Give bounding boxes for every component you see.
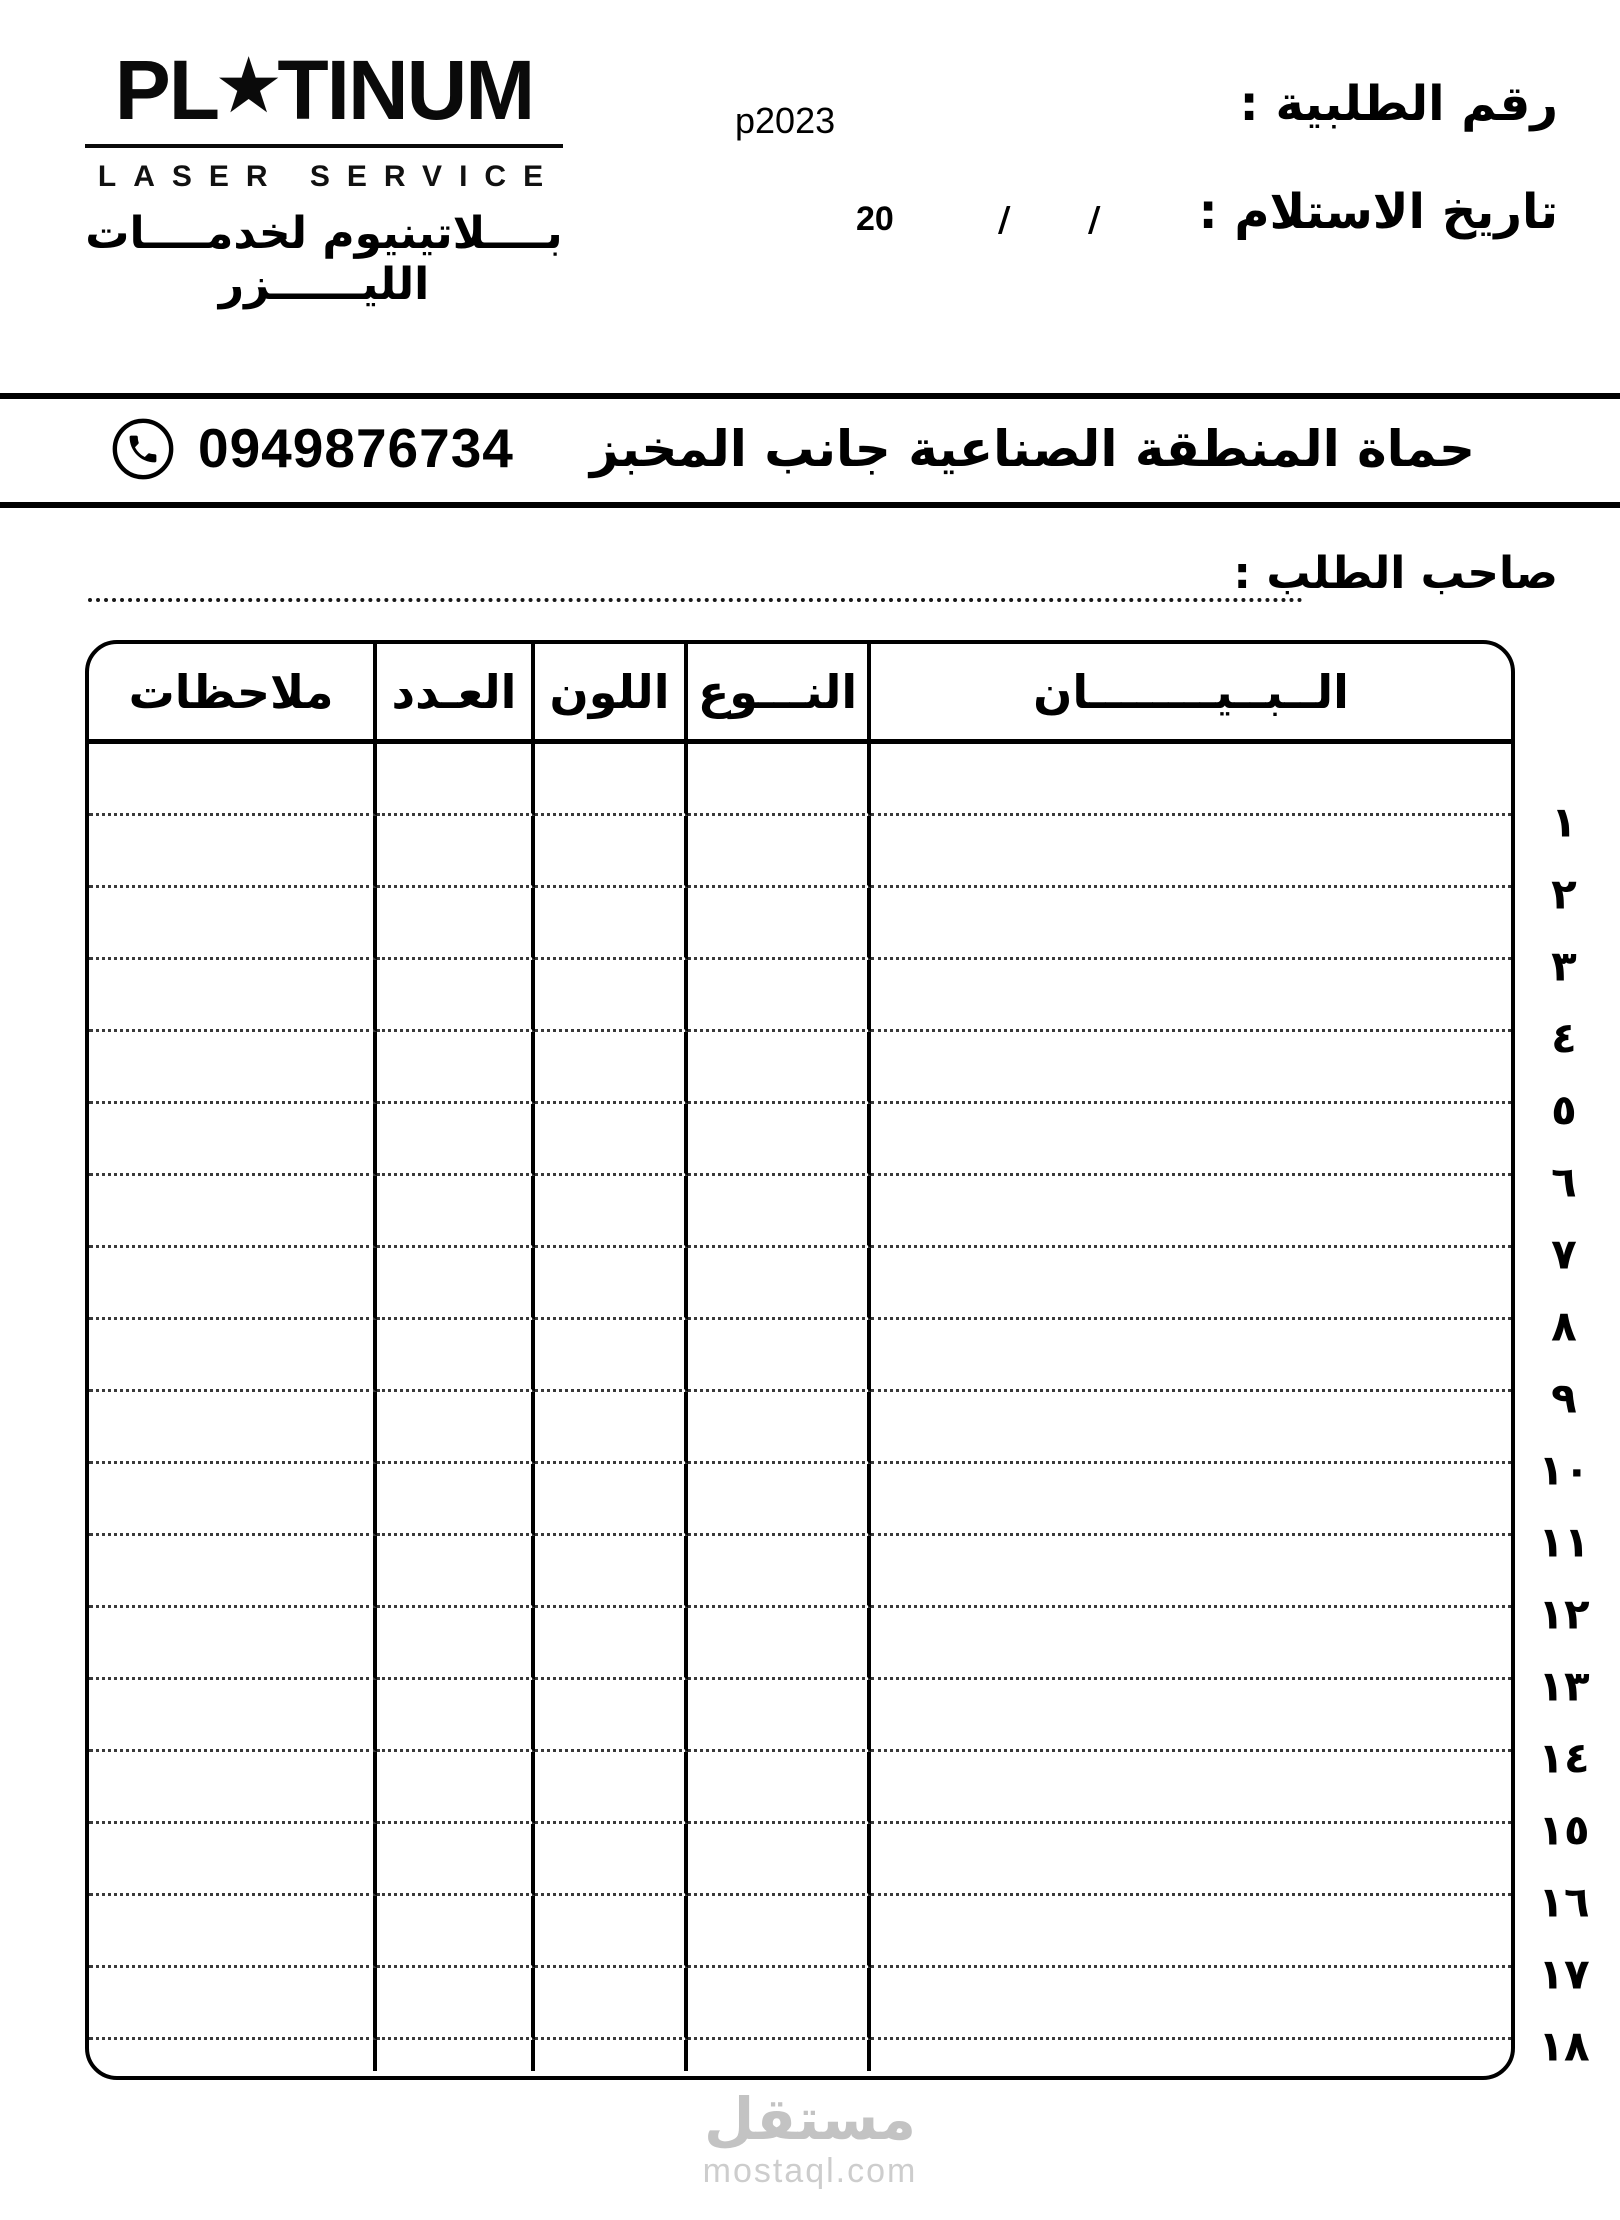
order-row-cell: [871, 1824, 1511, 1896]
brand-arabic-name: بــــلاتينيوم لخدمــــات الليــــــزر: [85, 208, 563, 310]
order-row-cell: [535, 1176, 688, 1248]
date-year-prefix: 20: [856, 200, 894, 238]
order-row-cell: [377, 888, 535, 960]
order-row-cell: [535, 1104, 688, 1176]
order-row-cell: [535, 1968, 688, 2040]
order-row-cell: [688, 1608, 871, 1680]
order-row-cell: [377, 960, 535, 1032]
order-row-cell: [535, 1536, 688, 1608]
order-row-cell: [89, 1032, 377, 1104]
order-row-cell: [871, 1104, 1511, 1176]
order-row-cell: [688, 1968, 871, 2040]
order-row-cell: [688, 1896, 871, 1968]
order-row-cell: [688, 1536, 871, 1608]
order-row-cell: [871, 1608, 1511, 1680]
order-row-cell: [89, 816, 377, 888]
order-row-cell: [377, 1968, 535, 2040]
order-row-cell: [89, 1968, 377, 2040]
row-number-label: ١٢: [1538, 1589, 1590, 1639]
order-row-cell: [89, 1104, 377, 1176]
order-row-cell: [89, 1320, 377, 1392]
table-tail-space: [688, 2040, 871, 2071]
date-separator-1: /: [1088, 200, 1101, 240]
order-row-cell: [377, 1536, 535, 1608]
row-number-label: ١٧: [1538, 1949, 1590, 1999]
order-row-cell: [688, 744, 871, 816]
order-row-cell: [377, 744, 535, 816]
order-row-cell: [89, 1608, 377, 1680]
band-top-divider: [0, 393, 1620, 399]
row-number-label: ٩: [1551, 1373, 1577, 1423]
order-row-cell: [871, 1464, 1511, 1536]
brand-wordmark-post: TINUM: [277, 43, 534, 137]
row-number-label: ٤: [1551, 1013, 1577, 1063]
row-number-label: ٨: [1551, 1301, 1577, 1351]
phone-number: 0949876734: [198, 417, 514, 479]
row-number-label: ١٦: [1538, 1877, 1590, 1927]
order-table-body: [89, 744, 1511, 2071]
order-row-cell: [688, 1752, 871, 1824]
row-number-label: ١٣: [1538, 1661, 1590, 1711]
order-row-cell: [89, 1896, 377, 1968]
row-number-label: ٥: [1551, 1085, 1577, 1135]
col-header-color: اللون: [535, 644, 688, 739]
order-row-cell: [377, 1392, 535, 1464]
order-row-cell: [688, 1320, 871, 1392]
col-header-type: النـــوع: [688, 644, 871, 739]
order-row-cell: [871, 1536, 1511, 1608]
brand-wordmark: [85, 43, 563, 137]
order-row-cell: [535, 1824, 688, 1896]
order-number-value: p2023: [735, 100, 836, 141]
order-row-cell: [377, 1104, 535, 1176]
col-header-description: الــبــيــــــــان: [1033, 664, 1349, 719]
order-row-cell: [871, 1968, 1511, 2040]
row-number-label: ٢: [1551, 869, 1577, 919]
date-separator-2: /: [998, 200, 1011, 240]
order-row-cell: [688, 1680, 871, 1752]
order-row-cell: [688, 960, 871, 1032]
order-row-cell: [535, 1248, 688, 1320]
order-number-label: رقم الطلبية :: [1239, 76, 1558, 132]
order-row-cell: [688, 1176, 871, 1248]
order-row-cell: [535, 1392, 688, 1464]
order-row-cell: [535, 888, 688, 960]
order-row-cell: [89, 1176, 377, 1248]
row-number-label: ١٠: [1538, 1445, 1590, 1495]
order-row-cell: [377, 1032, 535, 1104]
order-row-cell: [377, 1320, 535, 1392]
order-row-cell: [535, 1680, 688, 1752]
order-row-cell: [377, 1824, 535, 1896]
table-tail-space: [89, 2040, 377, 2071]
customer-label: صاحب الطلب :: [1233, 548, 1558, 599]
col-header-count: العـدد: [377, 644, 535, 739]
order-row-cell: [535, 1320, 688, 1392]
order-row-cell: [377, 1896, 535, 1968]
order-row-cell: [871, 1320, 1511, 1392]
order-row-cell: [377, 1752, 535, 1824]
order-row-cell: [377, 1248, 535, 1320]
row-number-label: ١٥: [1538, 1805, 1590, 1855]
order-row-cell: [688, 1824, 871, 1896]
order-row-cell: [871, 1248, 1511, 1320]
order-row-cell: [89, 1824, 377, 1896]
order-row-cell: [688, 816, 871, 888]
order-row-cell: [89, 1680, 377, 1752]
star-icon: ★: [214, 43, 282, 130]
order-row-cell: [535, 1752, 688, 1824]
row-numbers: [1526, 749, 1602, 2071]
order-row-cell: [89, 888, 377, 960]
order-row-cell: [688, 1248, 871, 1320]
order-row-cell: [377, 1608, 535, 1680]
order-row-cell: [688, 1464, 871, 1536]
order-row-cell: [871, 1752, 1511, 1824]
order-row-cell: [688, 1392, 871, 1464]
order-row-cell: [377, 1464, 535, 1536]
row-number-label: ١٨: [1538, 2021, 1590, 2071]
order-row-cell: [535, 1032, 688, 1104]
watermark-domain: mostaql.com: [702, 2151, 918, 2190]
order-row-cell: [89, 1464, 377, 1536]
row-number-label: ١٤: [1538, 1733, 1590, 1783]
order-row-cell: [871, 888, 1511, 960]
receive-date-label: تاريخ الاستلام :: [1198, 184, 1558, 240]
row-number-label: ٧: [1551, 1229, 1577, 1279]
order-row-cell: [89, 1392, 377, 1464]
customer-name-dotted-line: [88, 562, 1303, 602]
row-number: [1526, 749, 1602, 847]
order-row-cell: [535, 744, 688, 816]
order-row-cell: [89, 744, 377, 816]
table-tail-space: [535, 2040, 688, 2071]
table-header-row: [89, 644, 1511, 744]
order-row-cell: [688, 888, 871, 960]
order-row-cell: [535, 1896, 688, 1968]
order-row-cell: [377, 816, 535, 888]
order-row-cell: [871, 1032, 1511, 1104]
order-row-cell: [871, 744, 1511, 816]
order-row-cell: [871, 1392, 1511, 1464]
watermark-name: مستقل: [703, 2085, 917, 2153]
row-number-label: ١: [1551, 797, 1577, 847]
row-number-label: ١١: [1538, 1517, 1590, 1567]
order-row-cell: [89, 960, 377, 1032]
order-row-cell: [535, 1608, 688, 1680]
address-text: حماة المنطقة الصناعية جانب المخبز: [589, 420, 1475, 478]
brand-logo: [85, 43, 563, 310]
order-row-cell: [377, 1176, 535, 1248]
col-header-notes: ملاحظات: [89, 644, 377, 739]
row-number-label: ٦: [1551, 1157, 1577, 1207]
order-row-cell: [871, 816, 1511, 888]
brand-wordmark-pre: PL: [114, 43, 219, 137]
order-row-cell: [377, 1680, 535, 1752]
order-row-cell: [871, 1680, 1511, 1752]
order-row-cell: [688, 1032, 871, 1104]
table-tail-space: [871, 2040, 1511, 2071]
order-row-cell: [871, 1896, 1511, 1968]
order-row-cell: [871, 1176, 1511, 1248]
brand-subtitle: LASER SERVICE: [97, 160, 561, 193]
phone-icon: [112, 418, 174, 480]
order-row-cell: [89, 1536, 377, 1608]
order-row-cell: [535, 816, 688, 888]
table-tail-space: [377, 2040, 535, 2071]
band-bottom-divider: [0, 502, 1620, 508]
order-row-cell: [89, 1248, 377, 1320]
order-row-cell: [535, 1464, 688, 1536]
order-row-cell: [535, 960, 688, 1032]
logo-divider: [85, 144, 563, 148]
row-number-label: ٣: [1551, 941, 1577, 991]
watermark: [0, 2085, 1620, 2191]
order-row-cell: [89, 1752, 377, 1824]
order-table: [85, 640, 1515, 2080]
order-row-cell: [688, 1104, 871, 1176]
order-row-cell: [871, 960, 1511, 1032]
